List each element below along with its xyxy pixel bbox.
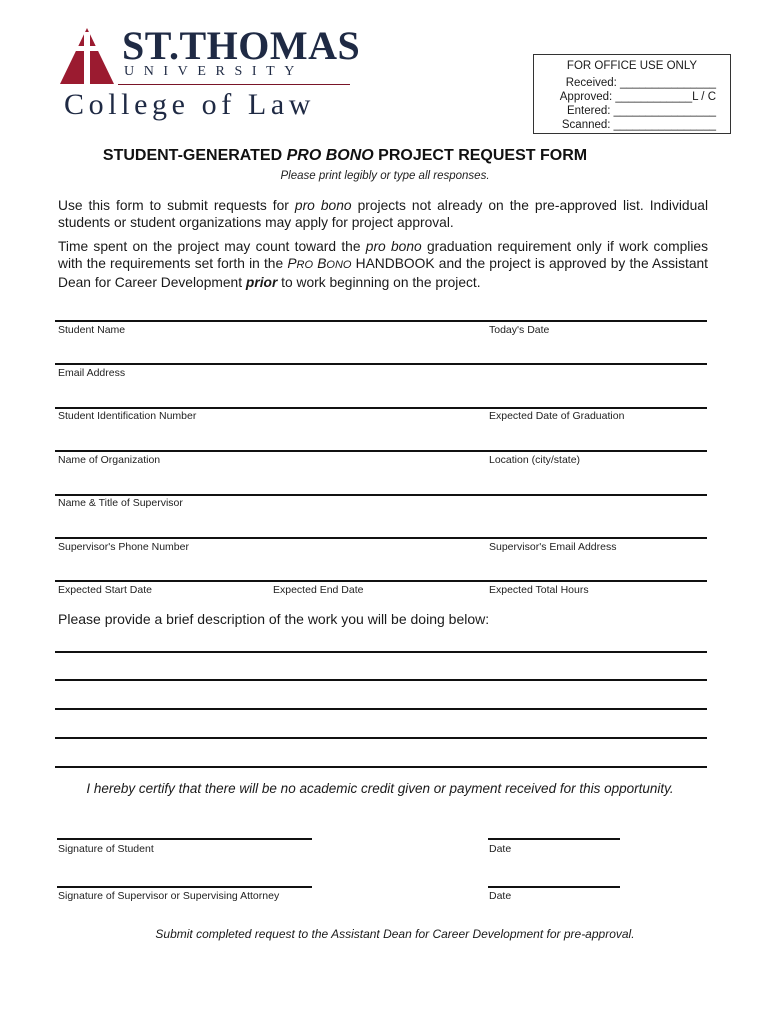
handbook-text: B [313, 256, 327, 271]
description-line[interactable] [55, 766, 707, 768]
student-date-label: Date [489, 843, 512, 855]
grad-date-label: Expected Date of Graduation [489, 410, 625, 422]
submission-instructions: Submit completed request to the Assistant Dean for Career Development for pre-approval. [155, 927, 635, 941]
student-id-line[interactable] [55, 407, 707, 409]
student-name-label: Student Name [58, 324, 126, 336]
student-signature-line[interactable] [57, 838, 312, 840]
student-signature-label: Signature of Student [58, 843, 154, 855]
form-subtitle: Please print legibly or type all responses. [280, 170, 490, 182]
office-received: Received: _______________ [565, 77, 716, 89]
supervisor-label: Name & Title of Supervisor [58, 497, 183, 509]
text-italic: pro bono [294, 198, 352, 213]
description-line[interactable] [55, 708, 707, 710]
supervisor-line[interactable] [55, 494, 707, 496]
supervisor-phone-label: Supervisor's Phone Number [58, 541, 189, 553]
text: graduation requirement only if work complies with the requirements set forth in the [58, 239, 708, 271]
handbook-text: RO [296, 259, 314, 271]
dates-line[interactable] [55, 580, 707, 582]
supervisor-signature-label: Signature of Supervisor or Supervising Attorney [58, 890, 280, 902]
location-label: Location (city/state) [489, 454, 581, 466]
organization-line[interactable] [55, 450, 707, 452]
total-hours-label: Expected Total Hours [489, 584, 589, 596]
text: Time spent on the project may count toward the [58, 239, 366, 254]
student-id-label: Student Identification Number [58, 410, 197, 422]
office-title: FOR OFFICE USE ONLY [566, 60, 698, 72]
intro-paragraph-2 [58, 238, 708, 291]
office-approved: Approved: ____________L / C [559, 91, 716, 103]
supervisor-email-label: Supervisor's Email Address [489, 541, 617, 553]
text: Use this form to submit requests for [58, 198, 295, 213]
form-title-italic: PRO BONO [286, 147, 374, 164]
email-line[interactable] [55, 363, 707, 365]
logo-university: UNIVERSITY [124, 64, 304, 79]
shield-cross-icon [60, 28, 114, 84]
certification-statement: I hereby certify that there will be no academic credit given or payment received for this opportunity. [86, 781, 674, 796]
form-title [0, 147, 690, 165]
form-title-part: STUDENT-GENERATED [102, 147, 287, 164]
email-label: Email Address [58, 367, 126, 379]
office-entered: Entered: ________________ [566, 105, 716, 117]
text: to work beginning on the project. [277, 275, 481, 290]
organization-label: Name of Organization [58, 454, 161, 466]
description-line[interactable] [55, 679, 707, 681]
description-line[interactable] [55, 651, 707, 653]
supervisor-contact-line[interactable] [55, 537, 707, 539]
student-date-line[interactable] [488, 838, 620, 840]
office-scanned: Scanned: ________________ [561, 119, 716, 131]
supervisor-signature-line[interactable] [57, 886, 312, 888]
text: and the project is approved by the Assistant Dean for Career Development [58, 256, 709, 290]
end-date-label: Expected End Date [273, 584, 364, 596]
student-name-line[interactable] [55, 320, 707, 322]
logo-name: ST.THOMAS [122, 23, 361, 68]
logo-college: College of Law [64, 88, 316, 121]
supervisor-date-label: Date [489, 890, 512, 902]
description-label: Please provide a brief description of the work you will be doing below: [58, 611, 490, 627]
form-title-part: PROJECT REQUEST FORM [373, 147, 588, 164]
university-logo [60, 23, 361, 122]
start-date-label: Expected Start Date [58, 584, 152, 596]
logo-divider [118, 84, 350, 85]
text-italic: pro bono [365, 239, 422, 254]
handbook-text: P [287, 256, 297, 271]
text-bold: prior [245, 275, 278, 290]
handbook-text: ONO [326, 259, 352, 271]
description-line[interactable] [55, 737, 707, 739]
text: projects not already on the pre-approved list. Individual students or student organizations may apply for project approval. [58, 198, 709, 230]
supervisor-date-line[interactable] [488, 886, 620, 888]
handbook-text: HANDBOOK [351, 256, 435, 271]
intro-paragraph-1 [58, 197, 708, 231]
office-use-box [533, 54, 731, 134]
todays-date-label: Today's Date [489, 324, 550, 336]
